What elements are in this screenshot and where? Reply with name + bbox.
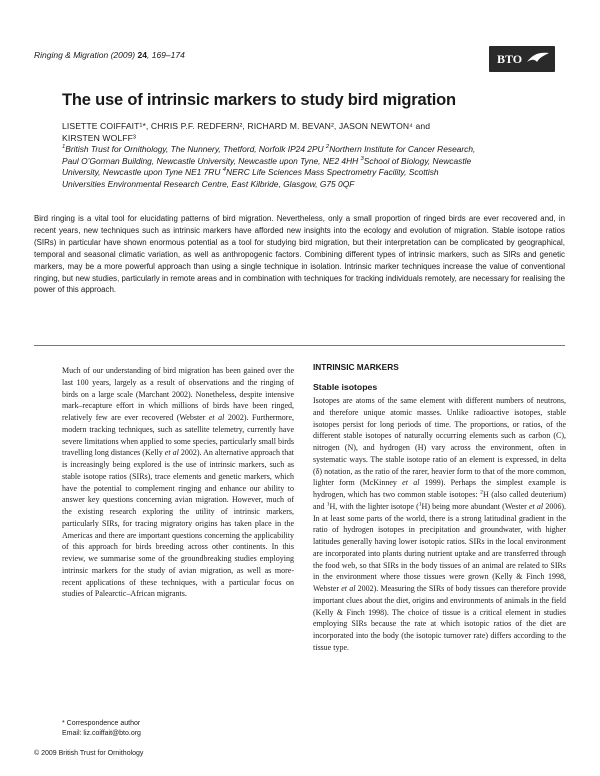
intro-text-1: Much of our understanding of bird migration has been gained over the last 100 years, largely as a result of observations and the ringing of birds on a large scale (Marchant 2002). Nonetheless, despite intensive mark–recapture effort in which millions of birds have been ringed, relatively few are ever recovered (Webster bbox=[62, 366, 294, 422]
isotope-sup: 2 bbox=[480, 489, 483, 496]
body-text: 2002). Measuring the SIRs of body tissues can therefore provide important clues about the diet, origins and environments of animals in the field (Kelly & Finch 1998). The choice of tissue is a critical element in studies employing SIRs because the rate at which isotopic ratios of the diet are incorporated into the body (the isotopic turnover rate) differs according to the tissue type. bbox=[313, 584, 567, 652]
body-text: 2006). In at least some parts of the world, there is a strong latitudinal gradient in the ratio of hydrogen isotopes in precipitation and groundwater, with higher latitudes generally having lower isotopic ratios. SIRs in the local environment are incorporated into plants during nutrient uptake and are transferred through the food web, so that SIRs in the body tissues of an animal are related to SIRs in the environment where those tissues were grown (Kelly & Finch 1998, Webster bbox=[313, 501, 566, 593]
et-al: et al bbox=[164, 448, 179, 458]
affil-sup-1: 1 bbox=[62, 144, 66, 151]
subsection-heading: Stable isotopes bbox=[313, 382, 378, 392]
affiliation-1: British Trust for Ornithology, The Nunnery, Thetford, Norfolk IP24 2PU bbox=[65, 144, 324, 154]
affil-sup-4: 4 bbox=[222, 167, 227, 174]
affiliation-4: NERC Life Sciences Mass Spectrometry Facility, Scottish Universities Environmental Research Centre, East Kilbride, Glasgow, G75 0QF bbox=[62, 167, 439, 190]
bto-logo-text: BTO bbox=[497, 51, 523, 66]
et-al: et al bbox=[529, 501, 544, 511]
intro-paragraph bbox=[62, 365, 294, 600]
et-al: et al bbox=[208, 413, 225, 422]
abstract: Bird ringing is a vital tool for elucidating patterns of bird migration. Nevertheless, only a small proportion of ringed birds are ever recovered and, in recent years, new techniques such as intrinsic markers have afforded new insights into the ecology and evolution of migration. Stable isotope ratios (SIRs) in particular have shown enormous potential as a tool for studying bird migration, but their interpretation can be complicated by geographical, temporal and seasonal climatic variation, as well as anthropogenic factors. Combining different types of intrinsic markers, such as SIRs and genetic markers, may be a more powerful approach than using a single technique in isolation. Intrinsic marker techniques increase the value of conventional ringing, but new studies, particularly in remote areas and in combination with techniques for tracking individuals remotely, are necessary for realising the power of this approach. bbox=[34, 214, 565, 295]
author-list bbox=[62, 121, 492, 144]
bird-icon bbox=[525, 50, 551, 68]
correspondence-label: * Correspondence author bbox=[62, 720, 141, 727]
section-heading: INTRINSIC MARKERS bbox=[313, 362, 399, 372]
isotope-sup: 1 bbox=[326, 501, 330, 508]
body-text: Isotopes are atoms of the same element with different numbers of neutrons, and therefore unique atomic masses. Unlike radioactive isotopes, stable isotopes persist for long periods of time. The proportions, or ratios, of the different stable isotopes of naturally occurring elements such as carbon (C), nitrogen (N), and hydrogen (H) vary across the environment, often in systematic ways. The stable isotope ratio of an element is expressed, in delta (δ) notation, as the ratio of the rarer, heavier form to that of the more common, lighter form (McKinney bbox=[313, 396, 566, 488]
affiliations bbox=[62, 144, 482, 191]
journal-volume: 24 bbox=[137, 50, 147, 60]
body-text: H (also called deuterium) and bbox=[313, 490, 567, 511]
author-line-2: KIRSTEN WOLFF³ bbox=[62, 132, 136, 143]
journal-citation: Ringing & Migration (2009) 24, 169–174 bbox=[34, 50, 185, 60]
isotope-sup: 1 bbox=[418, 501, 422, 508]
intro-text-2: 2002). Furthermore, modern tracking techniques, such as satellite telemetry, currently have severe limitations when applied to some species, particularly small birds travelling long distances (Kelly bbox=[62, 413, 295, 458]
affil-sup-2: 2 bbox=[325, 144, 330, 151]
correspondence-note bbox=[62, 719, 141, 739]
body-text: 1999). Perhaps the simplest example is hydrogen, which has two common stable isotopes: bbox=[313, 478, 566, 499]
intro-text-3: 2002). An alternative approach that is increasingly being explored is the use of intrinsic markers, such as stable isotope ratios (SIRs), trace elements and genetic markers, which have the potential to complement ringing and enhance our ability to answer key questions concerning avian migration. However, much of the existing research exploring the utility of intrinsic markers, particularly SIRs, for tracing migratory origins has taken place in the Americas and there are important questions concerning the applicability of this approach for birds breeding across other continents. In this review, we summarise some of the groundbreaking studies employing intrinsic markers for the study of avian migration, as well as more-recent applications of these techniques, with a particular focus on studies of Palearctic–African migrants. bbox=[62, 448, 295, 599]
journal-year: (2009) bbox=[110, 50, 136, 60]
body-text: H) being more abundant (Wester bbox=[421, 501, 529, 511]
stable-isotopes-paragraph bbox=[313, 395, 566, 654]
journal-pages: 169–174 bbox=[151, 50, 185, 60]
journal-name: Ringing & Migration bbox=[34, 50, 109, 60]
copyright-notice: © 2009 British Trust for Ornithology bbox=[34, 750, 144, 757]
body-text: H, with the lighter isotope ( bbox=[329, 501, 419, 511]
correspondence-email[interactable]: Email: liz.coiffait@bto.org bbox=[62, 730, 141, 737]
right-column-body bbox=[313, 395, 566, 654]
et-al: et al bbox=[341, 584, 356, 593]
affiliation-3: School of Biology, Newcastle University, Newcastle upon Tyne NE1 7RU bbox=[62, 155, 472, 178]
affiliation-2: Northern Institute for Cancer Research, Paul O’Gorman Building, Newcastle University, Newcastle upon Tyne, NE2 4HH bbox=[62, 144, 476, 166]
et-al: et al bbox=[402, 478, 420, 488]
divider bbox=[34, 345, 565, 346]
left-column-body bbox=[62, 365, 294, 600]
affil-sup-3: 3 bbox=[360, 155, 364, 162]
article-title: The use of intrinsic markers to study bird migration bbox=[62, 91, 456, 109]
bto-logo bbox=[489, 46, 555, 72]
author-line-1: LISETTE COIFFAIT¹*, CHRIS P.F. REDFERN², RICHARD M. BEVAN², JASON NEWTON⁴ and bbox=[62, 121, 431, 131]
